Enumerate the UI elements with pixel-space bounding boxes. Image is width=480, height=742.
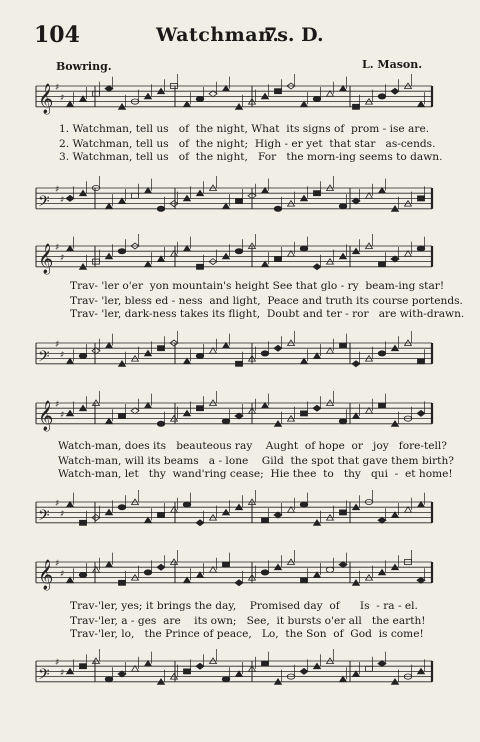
note-head [106,194,113,209]
svg-text:♯: ♯ [55,340,60,350]
note-head [379,560,386,575]
note-head [236,495,243,510]
note-head [287,74,295,89]
note-head [262,179,269,194]
note-head [93,82,100,97]
note-head [314,654,321,669]
note-head [379,394,386,409]
note-head [80,181,87,196]
note-head [118,239,126,254]
note-head [379,179,386,194]
note-head [262,84,269,99]
note-head [275,670,282,685]
note-head [80,396,87,411]
note-head [119,404,126,419]
note-head [92,176,100,191]
note-head [314,563,321,578]
note-head [145,394,152,409]
note-head [288,242,295,256]
note-head [93,558,100,573]
note-head [67,659,74,674]
lyric-line: Watch-man, let thy wand'ring cease; Hie thee to thy qui - et home! [58,468,453,480]
note-head [119,571,126,586]
note-head [67,92,74,107]
note-head [157,197,165,212]
note-head [184,349,191,364]
note-head [158,79,165,94]
note-head [353,95,360,110]
note-head [300,237,308,252]
note-head [119,95,126,110]
note-head [236,189,243,204]
lyric-line: Trav-'ler, lo, the Prince of peace, Lo, the Son of God is come! [70,628,424,640]
composer-name: L. Mason. [362,58,423,71]
note-head [223,553,230,568]
note-head [327,339,334,354]
note-head [223,194,230,209]
note-head [235,571,243,586]
svg-text:♯: ♯ [60,569,65,580]
note-head [327,82,334,97]
note-head [197,255,204,269]
note-head [418,349,425,364]
note-head [158,503,165,518]
bass-staff [0,655,480,695]
svg-text:♯: ♯ [60,668,65,679]
treble-clef-icon: 𝄞 [38,559,54,590]
note-head [105,667,113,682]
svg-text:♯: ♯ [60,350,65,361]
note-head [366,184,373,199]
note-head [131,399,139,414]
note-head [67,401,74,416]
note-head [353,571,360,586]
note-head [66,186,74,201]
note-head [158,247,165,262]
note-head [418,659,425,674]
treble-staff [0,397,480,437]
note-head [300,659,308,674]
note-head [274,503,282,518]
note-head [340,667,347,682]
note-head [106,409,113,424]
svg-text:♯: ♯ [55,185,60,195]
note-head [184,92,191,107]
svg-text:♯: ♯ [55,658,60,668]
svg-text:♯: ♯ [55,243,60,253]
note-head [158,670,165,685]
note-head [340,500,347,515]
note-head [379,252,386,267]
svg-text:♯: ♯ [60,195,65,206]
bass-clef-icon: 𝄢 [38,347,50,369]
note-head [197,396,204,411]
treble-staff [0,240,480,280]
note-head [261,341,269,356]
note-head [352,352,360,367]
note-head [171,242,178,256]
note-head [80,511,87,526]
note-head [301,568,308,583]
note-head [288,498,295,513]
note-head [92,339,100,354]
note-head [262,252,269,267]
note-head [262,508,269,523]
note-head [314,181,321,196]
treble-staff [0,80,480,120]
lyric-line: Trav-'ler, yes; it brings the day, Promised day of Is - ra - el. [70,600,418,612]
lyric-line: Trav- 'ler, dark-ness takes its flight, Doubt and ter - ror are with-drawn. [70,308,465,320]
note-head [106,244,113,259]
hymn-meter: 7s. D. [264,24,324,46]
note-head [391,79,399,94]
note-head [261,560,269,575]
note-head [131,90,139,105]
note-head [209,82,217,97]
note-head [80,255,87,269]
note-head [353,404,360,419]
bass-clef-icon: 𝄢 [38,192,50,214]
note-head [313,87,321,102]
note-head [366,657,373,672]
note-head [223,77,230,92]
note-head [235,404,243,419]
treble-clef-icon: 𝄞 [38,83,54,114]
note-head [145,252,152,267]
note-head [119,352,126,367]
page-number: 104 [34,22,80,48]
note-head [197,563,204,578]
note-head [196,344,204,359]
lyric-line: Trav-'ler, a - ges are its own; See, it bursts o'er all the earth! [70,615,426,627]
note-head [353,662,360,677]
note-head [235,239,243,254]
note-head [417,237,425,252]
note-head [210,558,217,573]
note-head [275,412,282,427]
svg-text:♯: ♯ [60,509,65,520]
note-head [392,555,399,570]
bass-staff [0,337,480,377]
note-head [145,341,152,356]
svg-text:♯: ♯ [55,83,60,93]
note-head [106,500,113,515]
note-head [378,341,386,356]
note-head [404,407,412,422]
note-head [158,336,165,351]
note-head [392,670,399,685]
note-head [353,495,360,510]
note-head [392,336,399,351]
note-head [210,339,217,354]
treble-clef-icon: 𝄞 [38,243,54,274]
note-head [314,344,321,359]
note-head [145,84,152,99]
lyric-line: 2. Watchman, tell us of the night; High - er yet that star as-cends. [59,138,436,150]
note-head [67,237,74,252]
note-head [222,667,230,682]
note-head [223,244,230,259]
svg-text:♯: ♯ [60,93,65,104]
note-head [80,654,87,669]
svg-text:♯: ♯ [60,253,65,264]
note-head [274,197,282,212]
note-head [157,555,165,570]
note-head [118,495,126,510]
note-head [92,506,100,521]
note-head [339,553,347,568]
note-head [196,511,204,526]
note-head [340,334,347,349]
note-head [80,87,87,102]
note-head [106,334,113,349]
note-head [313,396,321,411]
note-head [326,558,334,573]
bass-staff [0,182,480,222]
note-head [392,503,399,518]
note-head [67,493,74,508]
note-head [106,553,113,568]
note-head [340,244,347,259]
note-head [392,412,399,427]
svg-text:♯: ♯ [55,400,60,410]
note-head [287,665,295,680]
note-head [418,186,425,201]
lyric-line: Trav- 'ler, bless ed - ness and light, Peace and truth its course portends. [70,295,463,307]
note-head [353,239,360,254]
note-head [418,493,425,508]
treble-clef-icon: 𝄞 [38,400,54,431]
note-head [313,255,321,270]
note-head [144,560,152,575]
note-head [366,399,373,414]
note-head [236,352,243,367]
note-head [67,349,74,364]
note-head [418,92,425,107]
note-head [145,652,152,667]
note-head [301,349,308,364]
note-head [196,654,204,669]
note-head [157,412,165,427]
note-head [417,568,425,583]
note-head [301,92,308,107]
lyric-line: 1. Watchman, tell us of the night, What its signs of prom - ise are. [59,123,430,135]
note-head [301,401,308,416]
note-head [300,493,308,508]
note-head [262,394,269,409]
note-head [236,95,243,110]
svg-text:♯: ♯ [55,559,60,569]
note-head [391,247,399,262]
note-head [275,79,282,94]
note-head [262,652,269,667]
note-head [223,334,230,349]
note-head [275,247,282,262]
note-head [170,192,178,207]
treble-staff [0,556,480,596]
note-head [275,555,282,570]
note-head [183,493,191,508]
note-head [184,237,191,252]
note-head [184,659,191,674]
note-head [131,234,139,249]
note-head [118,662,126,677]
note-head [184,401,191,416]
note-head [145,179,152,194]
note-head [405,242,412,256]
note-head [339,194,347,209]
note-head [119,189,126,204]
note-head [196,87,204,102]
note-head [352,189,360,204]
note-head [170,331,178,346]
note-head [301,186,308,201]
note-head [417,401,425,416]
note-head [404,665,412,680]
note-head [314,511,321,526]
note-head [378,508,386,523]
note-head [222,409,230,424]
note-head [405,498,412,513]
note-head [132,184,139,199]
svg-text:♯: ♯ [55,499,60,509]
note-head [223,500,230,515]
lyric-line: 3. Watchman, tell us of the night, For the morn-ing seems to dawn. [59,151,443,163]
note-head [145,508,152,523]
note-head [339,409,347,424]
note-head [79,563,87,578]
bass-clef-icon: 𝄢 [38,665,50,687]
note-head [392,197,399,212]
note-head [236,662,243,677]
note-head [184,568,191,583]
note-head [274,336,282,351]
lyric-line: Watch-man, will its beams a - lone Gild the spot that gave them birth? [58,455,454,467]
note-head [365,490,373,505]
note-head [105,77,113,92]
bass-staff [0,496,480,536]
bass-clef-icon: 𝄢 [38,506,50,528]
hymn-title: Watchman. [156,24,280,46]
tune-name: Bowring. [56,60,112,73]
note-head [79,344,87,359]
note-head [132,657,139,672]
note-head [209,250,217,265]
note-head [378,84,386,99]
note-head [197,181,204,196]
note-head [171,498,178,513]
note-head [67,568,74,583]
note-head [184,186,191,201]
lyric-line: Watch-man, does its beauteous ray Aught of hope or joy fore-tell? [58,440,447,452]
lyric-line: Trav- 'ler o'er yon mountain's height See that glo - ry beam-ing star! [70,280,445,292]
note-head [340,77,347,92]
note-head [378,652,386,667]
svg-text:♯: ♯ [60,410,65,421]
